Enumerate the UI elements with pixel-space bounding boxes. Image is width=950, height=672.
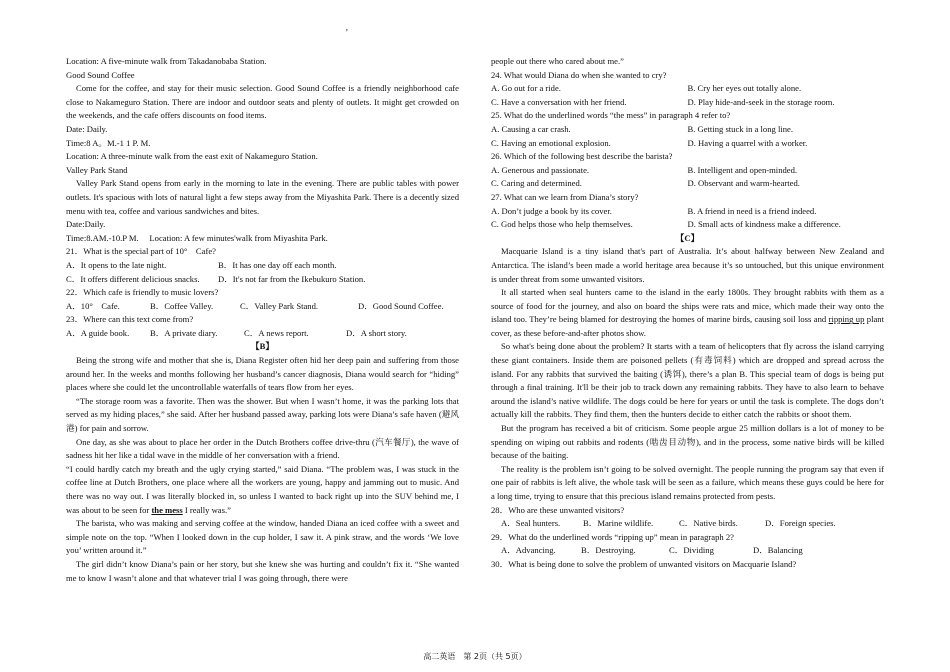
section-heading-b: 【B】	[251, 341, 274, 352]
option-row	[491, 177, 884, 191]
option: C. God helps those who help themselves.	[491, 219, 633, 230]
paragraph: Valley Park Stand opens from early in the morning to late in the evening. There are public tables with power outlets. It's spacious with lots of natural light a few steps away from the Miyashita Park. There is a decently sized menu with tea, coffee and various sandwiches and bites.	[66, 178, 459, 216]
option-row	[66, 273, 459, 287]
paragraph: “The storage room was a favorite. Then was the shower. But when I wasn’t home, it was the parking lots that served as my hiding places,” she said. After her husband passed away, parking lots were Diana’s safe haven (避风港) for pain and sorrow.	[66, 395, 459, 434]
option: A．A guide book.	[66, 327, 130, 338]
option-row	[66, 327, 459, 341]
question-stem: 30．What is being done to solve the problem of unwanted visitors on Macquarie Island?	[491, 558, 797, 569]
option: B. Getting stuck in a long line.	[687, 123, 794, 134]
text-line: people out there who cared about me.”	[491, 56, 624, 66]
paragraph: Being the strong wife and mother that she is, Diana Register often hid her deep pain and suffering from those around her. In the weeks and months following her husband’s cancer diagnosis, Diana would search for “hiding” places where she could let the uncontrollable waterfalls of tears flow from her eyes.	[66, 355, 459, 393]
option: A. Don’t judge a book by its cover.	[491, 205, 612, 216]
text-line: Date: Daily.	[66, 123, 108, 134]
option-row	[66, 259, 459, 273]
text-line: Date:Daily.	[66, 219, 106, 230]
left-column	[66, 55, 459, 585]
paragraph: Come for the coffee, and stay for their music selection. Good Sound Coffee is a friendly neighborhood cafe close to Nakameguro Station. There are indoor and outdoor seats and plenty of outlets. It might get crowded on the weekends, and the cafe offers discounts on food items.	[66, 83, 459, 121]
option: D．Good Sound Coffee.	[358, 300, 444, 311]
text-run: “I could hardly catch my breath and the ugly crying started,” said Diana. “The problem was, I was stuck in the coffee line at Dutch Brothers, one place where all the workers are young, happy and jamming out to music. And there was no way out. I was literally blocked in, so unless I wanted to back right up into the SUV behind me, I was about to be seen for	[66, 463, 459, 515]
option: C. Caring and determined.	[491, 178, 582, 189]
option: D．Balancing	[753, 545, 803, 556]
question-stem: 25. What do the underlined words “the mess” in paragraph 4 refer to?	[491, 110, 731, 121]
underlined-phrase: the mess	[151, 504, 183, 515]
option-row	[491, 517, 884, 531]
paragraph: One day, as she was about to place her order in the Dutch Brothers coffee drive-thru (汽车餐厅), the wave of sadness hit her like a tidal wave in the middle of her conversation with a friend.	[66, 436, 459, 461]
text-run: I really was.”	[182, 504, 231, 515]
option-row	[491, 544, 884, 558]
question-stem: 28．Who are these unwanted visitors?	[491, 504, 625, 515]
page-mark: '	[346, 28, 348, 39]
option: C．Dividing	[669, 545, 714, 556]
option-row	[491, 137, 884, 151]
option: C．A news report.	[244, 327, 309, 338]
option: D. Small acts of kindness make a difference.	[687, 219, 841, 230]
option-row	[491, 164, 884, 178]
question-stem: 26. Which of the following best describe the barista?	[491, 151, 673, 162]
option: A. Causing a car crash.	[491, 123, 571, 134]
option: C. Having an emotional explosion.	[491, 137, 611, 148]
paragraph: Macquarie Island is a tiny island that's part of Australia. It’s about halfway between New Zealand and Antarctica. The island’s been made a world heritage area because it’s so untouched, but this unique environment is under threat from some unwanted visitors.	[491, 246, 884, 284]
option: C．It offers different delicious snacks.	[66, 273, 200, 284]
option: B．It has one day off each month.	[218, 259, 337, 270]
question-stem: 23．Where can this text come from?	[66, 314, 194, 325]
paragraph: The girl didn’t know Diana’s pain or her story, but she knew she was hurting and couldn’t fix it. “She wanted me to know I wasn’t alone and that whatever trial I was going through, there were	[66, 558, 459, 583]
question-stem: 24. What would Diana do when she wanted to cry?	[491, 69, 667, 80]
option: C．Native birds.	[679, 518, 738, 529]
question-stem: 21．What is the special part of 10° Cafe?	[66, 246, 216, 257]
text-run: plant cover, as these before-and-after photos show.	[491, 314, 884, 338]
option-row	[491, 218, 884, 232]
paragraph: So what's being done about the problem? It starts with a team of helicopters that fly across the island carrying these giant containers. Inside them are poisoned pellets (有毒饲料) which are dropped and spread across the island. For any rabbits that survived the baiting (诱饵), there’s a plan B. This special team of dogs is being put through a final training. It'll be their job to track down any remaining rabbits. They have to also learn to behave around the island’s native wildlife. The dogs could be here for years or until the task is complete. The dogs don’t actually kill the rabbits. They find them, then the hunters decide to either catch the rabbits or shoot them.	[491, 341, 884, 420]
option-row	[491, 205, 884, 219]
page-footer: 高二英语 第 2页（共 5页）	[423, 652, 527, 661]
text-line: Location: A five-minute walk from Takadanobaba Station.	[66, 56, 267, 66]
text-line: Time:8.AM.-10.P M. Location: A few minutes'walk from Miyashita Park.	[66, 232, 328, 243]
option-row	[66, 300, 459, 314]
option: D．It's not far from the Ikebukuro Station.	[218, 273, 366, 284]
text-line: Time:8 A。M.-1 1 P. M.	[66, 137, 151, 148]
underlined-phrase: ripping up	[828, 314, 865, 325]
option: A. Go out for a ride.	[491, 83, 561, 94]
paragraph: But the program has received a bit of criticism. Some people argue 25 million dollars is a lot of money to be spending on wiping out rabbits and rodents (啮齿目动物), and in the process, some native birds will be killed because of the baiting.	[491, 423, 884, 461]
paragraph	[491, 286, 884, 340]
option: A．10° Cafe.	[66, 300, 120, 311]
option: B．Coffee Valley.	[150, 300, 214, 311]
question-stem: 29．What do the underlined words “ripping up” mean in paragraph 2?	[491, 531, 734, 542]
option-row	[491, 82, 884, 96]
cafe-title: Valley Park Stand	[66, 164, 128, 175]
option: B．A private diary.	[150, 327, 218, 338]
option: B. A friend in need is a friend indeed.	[687, 205, 817, 216]
option-row	[491, 123, 884, 137]
option: C．Valley Park Stand.	[240, 300, 319, 311]
option: D．Foreign species.	[765, 518, 836, 529]
paragraph: The barista, who was making and serving coffee at the window, handed Diana an iced coffee with a sweet and simple note on the top. “When I looked down in the cup holder, I saw it. A pink straw, and the words ‘We love you’ written around it.”	[66, 518, 459, 556]
option: A．It opens to the late night.	[66, 259, 167, 270]
option: C. Have a conversation with her friend.	[491, 96, 627, 107]
option: B．Destroying.	[581, 545, 636, 556]
cafe-title: Good Sound Coffee	[66, 69, 135, 80]
question-stem: 22．Which cafe is friendly to music lovers?	[66, 287, 219, 298]
question-stem: 27. What can we learn from Diana’s story?	[491, 191, 639, 202]
option: B．Marine wildlife.	[583, 518, 654, 529]
section-heading-c: 【C】	[675, 232, 700, 243]
option: D. Observant and warm-hearted.	[687, 178, 800, 189]
option: D．A short story.	[346, 327, 407, 338]
option: D. Play hide-and-seek in the storage room.	[687, 96, 835, 107]
text-run: It all started when seal hunters came to the island in the early 1800s. They brought rabbits with them as a source of food for the journey, and also on board the ships were rats and mice, which made their way onto the island too. They’re being blamed for destroying the homes of marine birds, causing soil loss and	[491, 287, 884, 325]
option-row	[491, 96, 884, 110]
right-column	[491, 55, 884, 572]
option: A. Generous and passionate.	[491, 164, 590, 175]
option: B. Intelligent and open-minded.	[687, 164, 798, 175]
paragraph: The reality is the problem isn’t going to be solved overnight. The people running the program say that even if one pair of rabbits is left alive, the whole task will be seen as a failure, which means these guys could be here for a long time, trying to ensure that this precious island remains protected from pests.	[491, 463, 884, 501]
option: B. Cry her eyes out totally alone.	[687, 83, 802, 94]
text-line: Location: A three-minute walk from the east exit of Nakameguro Station.	[66, 151, 318, 162]
paragraph	[66, 463, 459, 517]
option: D. Having a quarrel with a worker.	[687, 137, 808, 148]
option: A．Seal hunters.	[501, 518, 561, 529]
option: A．Advancing.	[501, 545, 556, 556]
